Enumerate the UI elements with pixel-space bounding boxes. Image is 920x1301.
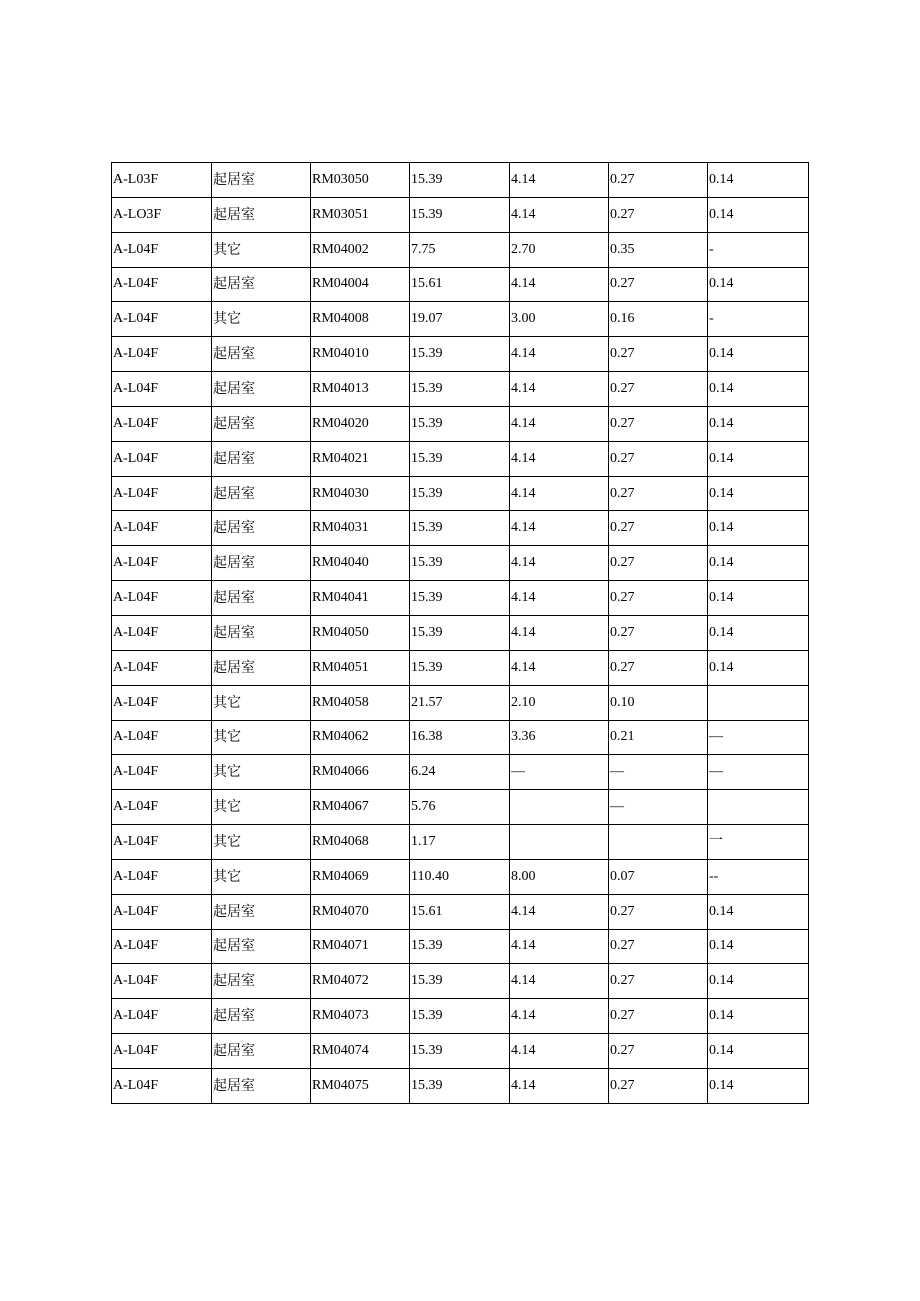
room-id-cell: RM04013 bbox=[311, 372, 410, 407]
value-b-cell: 0.27 bbox=[609, 999, 708, 1034]
value-b-cell: 0.07 bbox=[609, 859, 708, 894]
value-c-cell bbox=[708, 685, 809, 720]
value-a-cell: 4.14 bbox=[510, 267, 609, 302]
room-id-cell: RM04051 bbox=[311, 650, 410, 685]
area-cell: 5.76 bbox=[410, 790, 510, 825]
value-b-cell: — bbox=[609, 790, 708, 825]
value-a-cell: 4.14 bbox=[510, 894, 609, 929]
room-id-cell: RM04040 bbox=[311, 546, 410, 581]
value-c-cell: -- bbox=[708, 859, 809, 894]
value-a-cell: 4.14 bbox=[510, 650, 609, 685]
floor-cell: A-L04F bbox=[112, 476, 212, 511]
floor-cell: A-L04F bbox=[112, 406, 212, 441]
floor-cell: A-L04F bbox=[112, 546, 212, 581]
room-type-cell: 起居室 bbox=[212, 581, 311, 616]
room-id-cell: RM04070 bbox=[311, 894, 410, 929]
table-row bbox=[112, 894, 809, 929]
room-id-cell: RM04058 bbox=[311, 685, 410, 720]
floor-cell: A-L04F bbox=[112, 999, 212, 1034]
floor-cell: A-L04F bbox=[112, 894, 212, 929]
area-cell: 15.39 bbox=[410, 964, 510, 999]
room-type-cell: 起居室 bbox=[212, 894, 311, 929]
value-c-cell: 0.14 bbox=[708, 163, 809, 198]
value-a-cell: 3.36 bbox=[510, 720, 609, 755]
value-b-cell: 0.27 bbox=[609, 964, 708, 999]
area-cell: 110.40 bbox=[410, 859, 510, 894]
value-a-cell: 8.00 bbox=[510, 859, 609, 894]
value-b-cell: 0.27 bbox=[609, 511, 708, 546]
table-row bbox=[112, 267, 809, 302]
area-cell: 15.61 bbox=[410, 894, 510, 929]
value-a-cell: 4.14 bbox=[510, 163, 609, 198]
room-id-cell: RM04008 bbox=[311, 302, 410, 337]
room-type-cell: 其它 bbox=[212, 685, 311, 720]
value-c-cell bbox=[708, 790, 809, 825]
room-type-cell: 起居室 bbox=[212, 197, 311, 232]
value-a-cell: 4.14 bbox=[510, 546, 609, 581]
value-a-cell: 4.14 bbox=[510, 406, 609, 441]
room-type-cell: 起居室 bbox=[212, 964, 311, 999]
value-b-cell: 0.27 bbox=[609, 267, 708, 302]
room-id-cell: RM04021 bbox=[311, 441, 410, 476]
room-type-cell: 其它 bbox=[212, 859, 311, 894]
value-a-cell: 2.10 bbox=[510, 685, 609, 720]
room-id-cell: RM04074 bbox=[311, 1034, 410, 1069]
room-id-cell: RM04062 bbox=[311, 720, 410, 755]
room-id-cell: RM04020 bbox=[311, 406, 410, 441]
area-cell: 15.39 bbox=[410, 929, 510, 964]
area-cell: 19.07 bbox=[410, 302, 510, 337]
table-row bbox=[112, 1068, 809, 1103]
value-a-cell: 4.14 bbox=[510, 964, 609, 999]
area-cell: 16.38 bbox=[410, 720, 510, 755]
table-row bbox=[112, 406, 809, 441]
value-b-cell: 0.16 bbox=[609, 302, 708, 337]
room-id-cell: RM04010 bbox=[311, 337, 410, 372]
area-cell: 15.39 bbox=[410, 511, 510, 546]
value-b-cell: 0.27 bbox=[609, 372, 708, 407]
value-b-cell: 0.35 bbox=[609, 232, 708, 267]
room-type-cell: 起居室 bbox=[212, 163, 311, 198]
value-b-cell: — bbox=[609, 755, 708, 790]
value-b-cell: 0.27 bbox=[609, 581, 708, 616]
table-row bbox=[112, 999, 809, 1034]
room-id-cell: RM04050 bbox=[311, 615, 410, 650]
value-c-cell: 0.14 bbox=[708, 476, 809, 511]
value-c-cell: 一 bbox=[708, 825, 809, 860]
room-type-cell: 起居室 bbox=[212, 441, 311, 476]
value-b-cell: 0.27 bbox=[609, 929, 708, 964]
value-c-cell: 0.14 bbox=[708, 581, 809, 616]
area-cell: 15.39 bbox=[410, 197, 510, 232]
room-type-cell: 其它 bbox=[212, 232, 311, 267]
area-cell: 1.17 bbox=[410, 825, 510, 860]
value-b-cell: 0.27 bbox=[609, 476, 708, 511]
value-a-cell: 4.14 bbox=[510, 511, 609, 546]
table-row bbox=[112, 232, 809, 267]
room-type-cell: 起居室 bbox=[212, 999, 311, 1034]
table-row bbox=[112, 720, 809, 755]
value-c-cell: 0.14 bbox=[708, 546, 809, 581]
value-c-cell: 0.14 bbox=[708, 267, 809, 302]
floor-cell: A-L04F bbox=[112, 1068, 212, 1103]
room-id-cell: RM04067 bbox=[311, 790, 410, 825]
room-id-cell: RM04031 bbox=[311, 511, 410, 546]
table-row bbox=[112, 650, 809, 685]
value-c-cell: 0.14 bbox=[708, 441, 809, 476]
area-cell: 15.39 bbox=[410, 372, 510, 407]
table-row bbox=[112, 337, 809, 372]
value-b-cell: 0.27 bbox=[609, 894, 708, 929]
value-b-cell: 0.27 bbox=[609, 1068, 708, 1103]
floor-cell: A-LO3F bbox=[112, 197, 212, 232]
value-a-cell: 4.14 bbox=[510, 197, 609, 232]
floor-cell: A-L04F bbox=[112, 650, 212, 685]
floor-cell: A-L04F bbox=[112, 232, 212, 267]
value-c-cell: 0.14 bbox=[708, 197, 809, 232]
value-a-cell: 2.70 bbox=[510, 232, 609, 267]
area-cell: 21.57 bbox=[410, 685, 510, 720]
value-a-cell: 4.14 bbox=[510, 929, 609, 964]
value-a-cell: — bbox=[510, 755, 609, 790]
table-row bbox=[112, 163, 809, 198]
room-id-cell: RM04075 bbox=[311, 1068, 410, 1103]
table-row bbox=[112, 685, 809, 720]
value-b-cell: 0.27 bbox=[609, 197, 708, 232]
value-a-cell: 4.14 bbox=[510, 1068, 609, 1103]
value-c-cell: 0.14 bbox=[708, 406, 809, 441]
value-b-cell: 0.27 bbox=[609, 1034, 708, 1069]
value-c-cell: 0.14 bbox=[708, 372, 809, 407]
room-type-cell: 起居室 bbox=[212, 267, 311, 302]
value-a-cell bbox=[510, 825, 609, 860]
floor-cell: A-L03F bbox=[112, 163, 212, 198]
area-cell: 15.39 bbox=[410, 1068, 510, 1103]
room-id-cell: RM04073 bbox=[311, 999, 410, 1034]
value-a-cell: 4.14 bbox=[510, 581, 609, 616]
value-b-cell: 0.21 bbox=[609, 720, 708, 755]
value-c-cell: — bbox=[708, 720, 809, 755]
value-a-cell: 4.14 bbox=[510, 615, 609, 650]
floor-cell: A-L04F bbox=[112, 372, 212, 407]
room-data-table bbox=[111, 162, 809, 1104]
room-id-cell: RM04002 bbox=[311, 232, 410, 267]
room-type-cell: 其它 bbox=[212, 825, 311, 860]
room-type-cell: 其它 bbox=[212, 790, 311, 825]
table-row bbox=[112, 790, 809, 825]
floor-cell: A-L04F bbox=[112, 511, 212, 546]
room-id-cell: RM04071 bbox=[311, 929, 410, 964]
floor-cell: A-L04F bbox=[112, 1034, 212, 1069]
area-cell: 15.61 bbox=[410, 267, 510, 302]
value-b-cell: 0.10 bbox=[609, 685, 708, 720]
room-type-cell: 起居室 bbox=[212, 546, 311, 581]
value-b-cell bbox=[609, 825, 708, 860]
value-c-cell: — bbox=[708, 755, 809, 790]
floor-cell: A-L04F bbox=[112, 720, 212, 755]
floor-cell: A-L04F bbox=[112, 267, 212, 302]
area-cell: 15.39 bbox=[410, 406, 510, 441]
area-cell: 15.39 bbox=[410, 1034, 510, 1069]
room-id-cell: RM03050 bbox=[311, 163, 410, 198]
floor-cell: A-L04F bbox=[112, 964, 212, 999]
room-type-cell: 其它 bbox=[212, 720, 311, 755]
value-c-cell: 0.14 bbox=[708, 1034, 809, 1069]
area-cell: 15.39 bbox=[410, 163, 510, 198]
room-id-cell: RM04041 bbox=[311, 581, 410, 616]
value-a-cell: 4.14 bbox=[510, 999, 609, 1034]
room-type-cell: 其它 bbox=[212, 755, 311, 790]
area-cell: 7.75 bbox=[410, 232, 510, 267]
table-row bbox=[112, 476, 809, 511]
value-b-cell: 0.27 bbox=[609, 163, 708, 198]
value-a-cell: 4.14 bbox=[510, 337, 609, 372]
value-a-cell: 4.14 bbox=[510, 372, 609, 407]
area-cell: 15.39 bbox=[410, 581, 510, 616]
room-type-cell: 起居室 bbox=[212, 650, 311, 685]
area-cell: 15.39 bbox=[410, 546, 510, 581]
table-row bbox=[112, 825, 809, 860]
room-type-cell: 起居室 bbox=[212, 1068, 311, 1103]
area-cell: 15.39 bbox=[410, 650, 510, 685]
floor-cell: A-L04F bbox=[112, 859, 212, 894]
floor-cell: A-L04F bbox=[112, 825, 212, 860]
table-body bbox=[112, 163, 809, 1104]
area-cell: 15.39 bbox=[410, 337, 510, 372]
room-type-cell: 其它 bbox=[212, 302, 311, 337]
table-row bbox=[112, 581, 809, 616]
value-c-cell: 0.14 bbox=[708, 1068, 809, 1103]
value-a-cell: 4.14 bbox=[510, 476, 609, 511]
value-c-cell: 0.14 bbox=[708, 894, 809, 929]
value-b-cell: 0.27 bbox=[609, 650, 708, 685]
value-c-cell: 0.14 bbox=[708, 929, 809, 964]
room-type-cell: 起居室 bbox=[212, 615, 311, 650]
table-row bbox=[112, 372, 809, 407]
room-type-cell: 起居室 bbox=[212, 511, 311, 546]
value-a-cell: 3.00 bbox=[510, 302, 609, 337]
room-id-cell: RM04066 bbox=[311, 755, 410, 790]
value-c-cell: 0.14 bbox=[708, 999, 809, 1034]
value-c-cell: - bbox=[708, 232, 809, 267]
room-type-cell: 起居室 bbox=[212, 337, 311, 372]
room-type-cell: 起居室 bbox=[212, 929, 311, 964]
floor-cell: A-L04F bbox=[112, 929, 212, 964]
room-id-cell: RM04030 bbox=[311, 476, 410, 511]
room-id-cell: RM04072 bbox=[311, 964, 410, 999]
room-id-cell: RM04069 bbox=[311, 859, 410, 894]
room-type-cell: 起居室 bbox=[212, 372, 311, 407]
value-b-cell: 0.27 bbox=[609, 546, 708, 581]
table-row bbox=[112, 615, 809, 650]
area-cell: 6.24 bbox=[410, 755, 510, 790]
table-row bbox=[112, 755, 809, 790]
value-c-cell: - bbox=[708, 302, 809, 337]
value-c-cell: 0.14 bbox=[708, 650, 809, 685]
table-row bbox=[112, 929, 809, 964]
room-id-cell: RM04068 bbox=[311, 825, 410, 860]
room-type-cell: 起居室 bbox=[212, 1034, 311, 1069]
area-cell: 15.39 bbox=[410, 476, 510, 511]
table-row bbox=[112, 197, 809, 232]
room-id-cell: RM04004 bbox=[311, 267, 410, 302]
value-c-cell: 0.14 bbox=[708, 337, 809, 372]
table-row bbox=[112, 964, 809, 999]
value-a-cell bbox=[510, 790, 609, 825]
value-c-cell: 0.14 bbox=[708, 964, 809, 999]
floor-cell: A-L04F bbox=[112, 790, 212, 825]
floor-cell: A-L04F bbox=[112, 581, 212, 616]
value-b-cell: 0.27 bbox=[609, 337, 708, 372]
floor-cell: A-L04F bbox=[112, 441, 212, 476]
floor-cell: A-L04F bbox=[112, 302, 212, 337]
room-type-cell: 起居室 bbox=[212, 476, 311, 511]
value-c-cell: 0.14 bbox=[708, 511, 809, 546]
value-c-cell: 0.14 bbox=[708, 615, 809, 650]
floor-cell: A-L04F bbox=[112, 755, 212, 790]
value-a-cell: 4.14 bbox=[510, 441, 609, 476]
table-row bbox=[112, 441, 809, 476]
room-id-cell: RM03051 bbox=[311, 197, 410, 232]
area-cell: 15.39 bbox=[410, 999, 510, 1034]
room-type-cell: 起居室 bbox=[212, 406, 311, 441]
floor-cell: A-L04F bbox=[112, 337, 212, 372]
floor-cell: A-L04F bbox=[112, 615, 212, 650]
area-cell: 15.39 bbox=[410, 441, 510, 476]
floor-cell: A-L04F bbox=[112, 685, 212, 720]
table-row bbox=[112, 859, 809, 894]
value-b-cell: 0.27 bbox=[609, 406, 708, 441]
table-row bbox=[112, 302, 809, 337]
table-row bbox=[112, 546, 809, 581]
table-row bbox=[112, 1034, 809, 1069]
value-b-cell: 0.27 bbox=[609, 441, 708, 476]
area-cell: 15.39 bbox=[410, 615, 510, 650]
value-b-cell: 0.27 bbox=[609, 615, 708, 650]
table-row bbox=[112, 511, 809, 546]
value-a-cell: 4.14 bbox=[510, 1034, 609, 1069]
